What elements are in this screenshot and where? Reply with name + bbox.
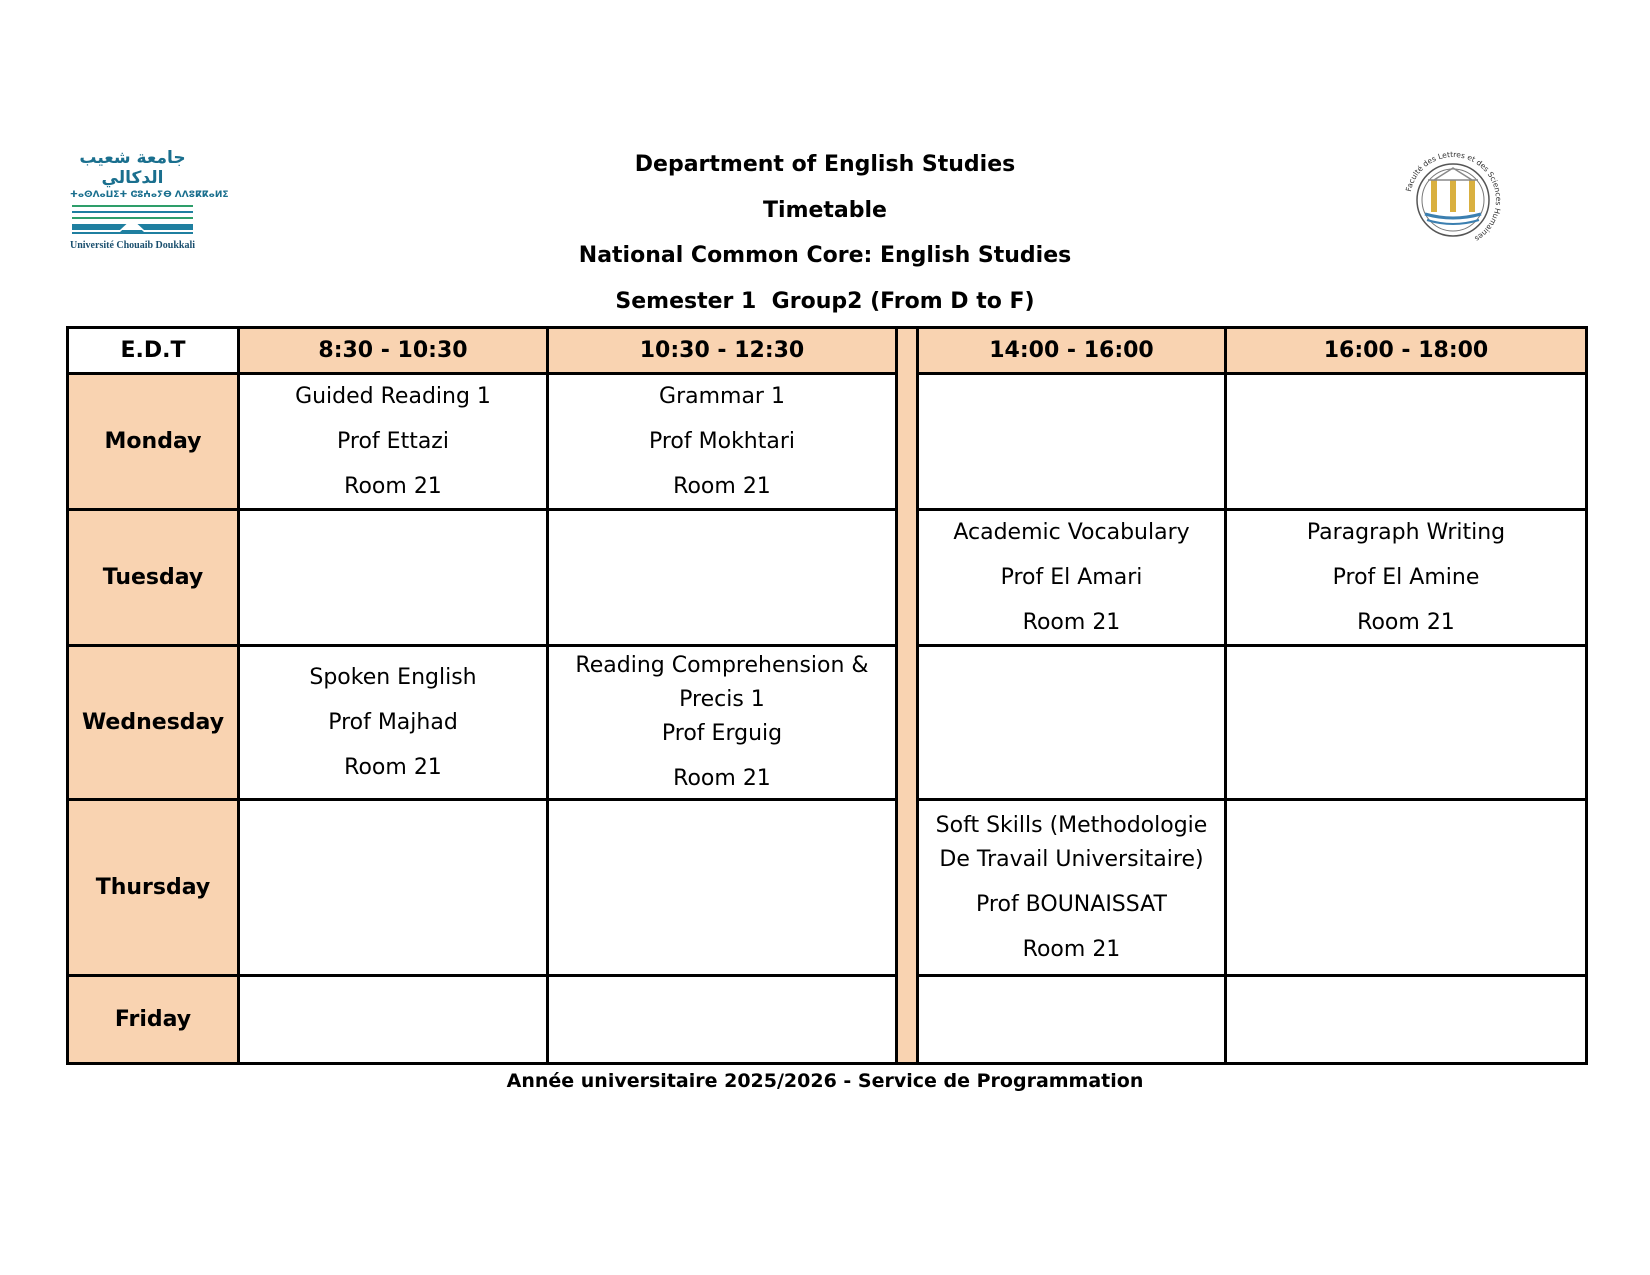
day-label: Monday: [68, 374, 239, 510]
session-cell: [1226, 510, 1587, 646]
course-name: Academic Vocabulary: [953, 519, 1190, 545]
empty-cell: [1226, 800, 1587, 976]
empty-cell: [918, 374, 1226, 510]
professor: Prof Majhad: [328, 709, 458, 735]
professor: Prof El Amine: [1332, 564, 1480, 590]
document-title-block: [0, 150, 1650, 332]
empty-cell: [1226, 646, 1587, 800]
course-name: Grammar 1: [659, 383, 785, 409]
lunch-break-column: [897, 328, 918, 1064]
day-label: Friday: [68, 976, 239, 1064]
room: Room 21: [673, 473, 771, 499]
header-row: [68, 328, 1587, 374]
room: Room 21: [673, 766, 771, 791]
session-cell: [918, 510, 1226, 646]
course-name-cont: Precis 1: [679, 687, 765, 712]
empty-cell: [918, 646, 1226, 800]
slot-header: 8:30 - 10:30: [239, 328, 548, 374]
session-cell: [239, 646, 548, 800]
room: Room 21: [1022, 936, 1121, 962]
course-name: Guided Reading 1: [295, 383, 491, 409]
program-title: National Common Core: English Studies: [578, 243, 1072, 268]
day-label: Tuesday: [68, 510, 239, 646]
session-cell: [548, 374, 897, 510]
empty-cell: [239, 976, 548, 1064]
empty-cell: [548, 976, 897, 1064]
timetable-title: Timetable: [763, 197, 887, 223]
empty-cell: [918, 976, 1226, 1064]
department-title: Department of English Studies: [634, 152, 1016, 177]
corner-cell: E.D.T: [68, 328, 239, 374]
footer-note: Année universitaire 2025/2026 - Service de Programmation: [506, 1070, 1144, 1092]
semester-group-title: Semester 1 Group2 (From D to F): [615, 288, 1035, 314]
room: Room 21: [1022, 609, 1121, 635]
empty-cell: [1226, 374, 1587, 510]
university-logo-latin: Université Chouaib Doukkali: [70, 240, 196, 251]
professor: Prof Erguig: [661, 721, 783, 746]
room: Room 21: [1357, 609, 1455, 635]
session-cell: [918, 800, 1226, 976]
empty-cell: [239, 510, 548, 646]
day-row-tuesday: [68, 510, 1587, 646]
faculty-seal-text: Faculté des Lettres et des Sciences Humaines: [1403, 150, 1504, 244]
room: Room 21: [344, 473, 442, 499]
timetable: [66, 326, 1588, 1065]
day-label: Wednesday: [68, 646, 239, 800]
session-cell: [239, 374, 548, 510]
session-cell: [548, 646, 897, 800]
day-row-wednesday: [68, 646, 1587, 800]
course-name: Spoken English: [309, 664, 477, 690]
empty-cell: [548, 510, 897, 646]
room: Room 21: [344, 754, 442, 780]
university-logo-arabic: جامعة شعيب الدكالي: [79, 148, 186, 188]
course-name: Paragraph Writing: [1306, 519, 1506, 545]
university-logo-tifinagh: ⵜⴰⵙⴷⴰⵡⵉⵜ ⵛⵓⵄⴰⵢⴱ ⴷⴷⵓⴽⴽⴰⵍⵉ: [70, 190, 229, 200]
empty-cell: [1226, 976, 1587, 1064]
course-name: Soft Skills (Methodologie: [935, 812, 1208, 838]
slot-header: 10:30 - 12:30: [548, 328, 897, 374]
empty-cell: [239, 800, 548, 976]
professor: Prof Ettazi: [337, 428, 449, 454]
empty-cell: [548, 800, 897, 976]
professor: Prof BOUNAISSAT: [976, 891, 1167, 917]
professor: Prof Mokhtari: [648, 428, 796, 454]
day-label: Thursday: [68, 800, 239, 976]
professor: Prof El Amari: [1000, 564, 1143, 590]
slot-header: 16:00 - 18:00: [1226, 328, 1587, 374]
course-name-cont: De Travail Universitaire): [939, 846, 1204, 872]
slot-header: 14:00 - 16:00: [918, 328, 1226, 374]
course-name: Reading Comprehension &: [575, 653, 869, 678]
day-row-friday: [68, 976, 1587, 1064]
day-row-thursday: [68, 800, 1587, 976]
day-row-monday: [68, 374, 1587, 510]
